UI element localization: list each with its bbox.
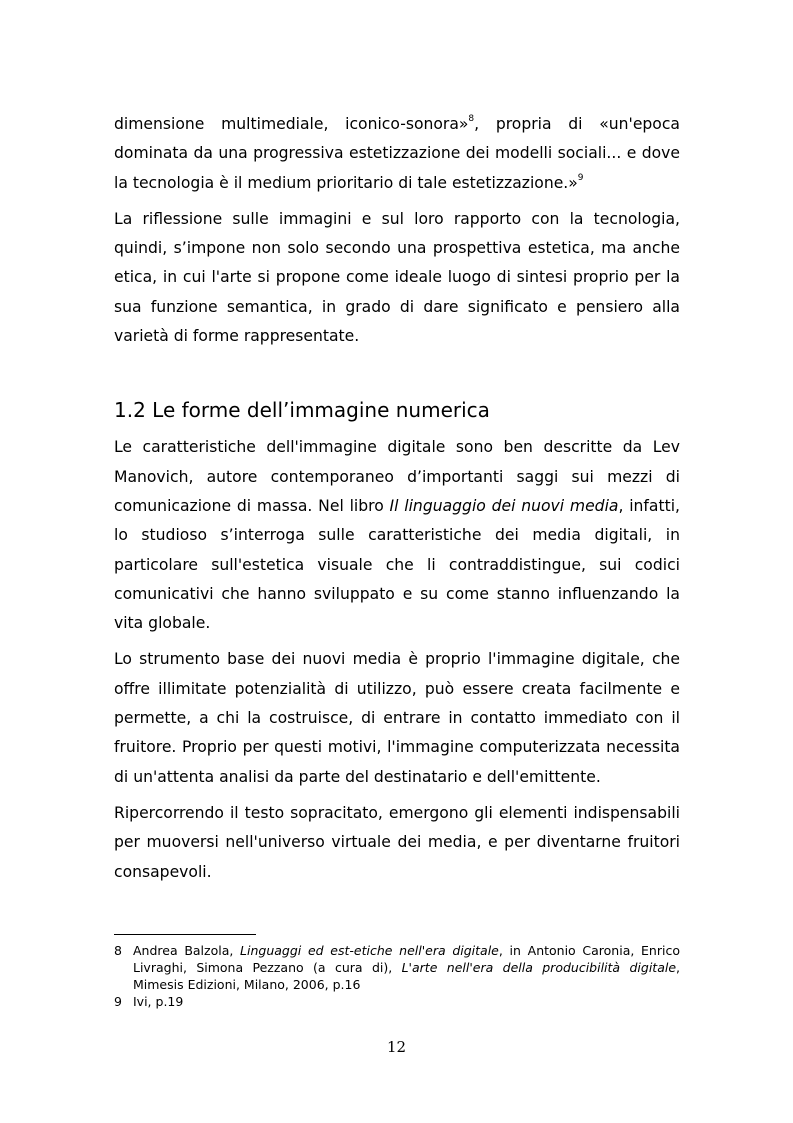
paragraph-4: Lo strumento base dei nuovi media è proprio l'immagine digitale, che offre illimitate potenzialità di utilizzo, può essere creata facilmente e permette, a chi la costruisce, di entrare in contatto immediato con il fruitore. Proprio per questi motivi, l'immagine computerizzata necessita di un'attenta analisi da parte del destinatario e dell'emittente. bbox=[114, 650, 680, 786]
book-title: Il linguaggio dei nuovi media bbox=[389, 496, 619, 515]
footnote-title: Linguaggi ed est-etiche nell'era digitale bbox=[240, 943, 499, 958]
paragraph-1-text: dimensione multimediale, iconico-sonora» bbox=[114, 115, 469, 133]
paragraph-1 bbox=[114, 110, 680, 198]
footnote-number: 9 bbox=[114, 994, 122, 1009]
footnote-8 bbox=[114, 942, 680, 993]
footnote-text: Andrea Balzola, bbox=[133, 943, 241, 958]
section-heading: 1.2 Le forme dell’immagine numerica bbox=[114, 398, 490, 423]
footnote-title: L'arte nell'era della producibilità digitale bbox=[401, 960, 677, 975]
page-number: 12 bbox=[386, 1038, 407, 1056]
paragraph-5: Ripercorrendo il testo sopracitato, emergono gli elementi indispensabili per muoversi nell'universo virtuale dei media, e per diventarne fruitori consapevoli. bbox=[114, 803, 680, 881]
paragraph-2: La riflessione sulle immagini e sul loro rapporto con la tecnologia, quindi, s’impone non solo secondo una prospettiva estetica, ma anche etica, in cui l'arte si propone come ideale luogo di sintesi proprio per la sua funzione semantica, in grado di dare significato e pensiero alla varietà di forme rappresentate. bbox=[114, 209, 680, 346]
footnote-ref-9[interactable]: 9 bbox=[577, 172, 584, 183]
footnote-text: , Mimesis Edizioni, Milano, 2006, p.16 bbox=[133, 960, 680, 992]
paragraph-3 bbox=[114, 433, 680, 638]
paragraph-3-text: Le caratteristiche dell'immagine digitale sono ben descritte da Lev Manovich, autore contemporaneo d’importanti saggi sui mezzi di comunicazione di massa. Nel libro bbox=[114, 438, 680, 515]
footnote-text: Ivi, p.19 bbox=[133, 994, 184, 1009]
footnote-ref-8[interactable]: 8 bbox=[468, 114, 475, 124]
paragraph-1-text-cont: , propria di «un'epoca dominata da una progressiva estetizzazione dei modelli sociali... e dove la tecnologia è il medium prioritario di tale estetizzazione.» bbox=[114, 115, 680, 192]
footnote-divider bbox=[114, 934, 256, 935]
footnotes bbox=[114, 942, 680, 1010]
footnote-text: , in Antonio Caronia, Enrico Livraghi, Simona Pezzano (a cura di), bbox=[133, 943, 680, 975]
paragraph-3-text-cont: , infatti, lo studioso s’interroga sulle caratteristiche dei media digitali, in particolare sull'estetica visuale che li contraddistingue, sui codici comunicativi che hanno sviluppato e su come stanno influenzando la vita globale. bbox=[114, 496, 680, 633]
page-body bbox=[114, 110, 680, 887]
footnote-number: 8 bbox=[114, 943, 122, 958]
footnote-9 bbox=[114, 993, 680, 1010]
